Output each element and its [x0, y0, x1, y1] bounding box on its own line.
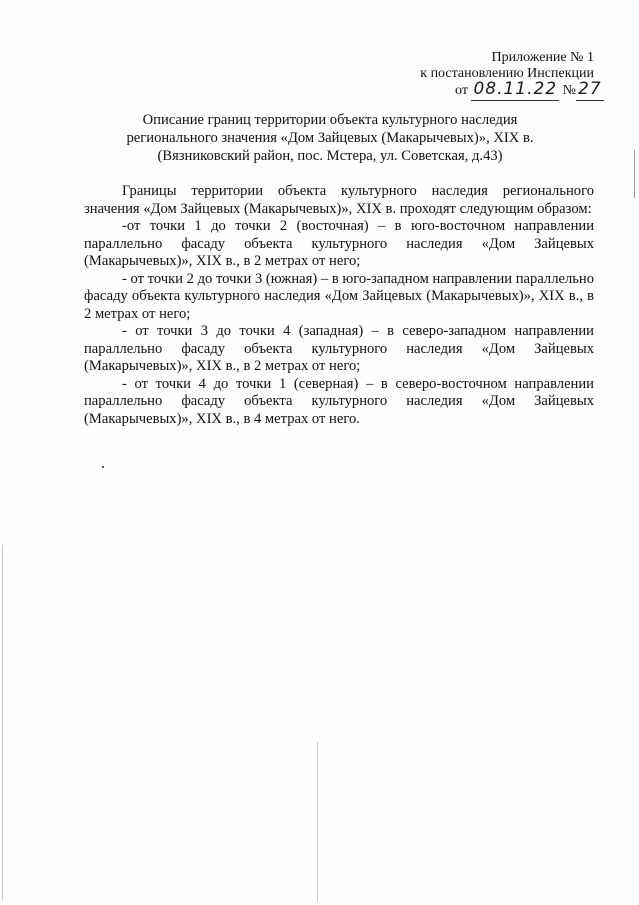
handwritten-date: 08.11.22 [473, 79, 558, 99]
document-body [84, 183, 594, 428]
segment-paragraph-1: -от точки 1 до точки 2 (восточная) – в юго-восточном направлении параллельно фасаду объекта культурного наследия «Дом Зайцевых (Макарычевых)», XIX в., в 2 метрах от него; [84, 218, 594, 269]
intro-paragraph: Границы территории объекта культурного наследия регионального значения «Дом Зайцевых (Макарычевых)», XIX в. проходят следующим образом: [84, 183, 594, 217]
scan-artifact-left-edge [2, 545, 3, 900]
date-field [471, 80, 559, 101]
handwritten-number: 27 [578, 79, 602, 99]
segment-paragraph-4: - от точки 4 до точки 1 (северная) – в северо-восточном направлении параллельно фасаду объекта культурного наследия «Дом Зайцевых (Макарычевых)», XIX в., в 4 метрах от него. [84, 375, 594, 427]
title-line-1: Описание границ территории объекта культурного наследия [142, 112, 518, 128]
appendix-title: Приложение № 1 [491, 50, 594, 65]
number-field [576, 80, 604, 101]
scan-artifact-dot [102, 466, 104, 468]
segment-paragraph-2: - от точки 2 до точки 3 (южная) – в юго-западном направлении параллельно фасаду объекта культурного наследия «Дом Зайцевых (Макарычевых)», XIX в., в 2 метрах от него; [84, 270, 595, 322]
scan-artifact-right-edge [634, 150, 635, 198]
title-line-3: (Вязниковский район, пос. Мстера, ул. Советская, д.43) [157, 148, 503, 164]
scan-artifact-center-line [317, 742, 318, 902]
title-line-2: регионального значения «Дом Зайцевых (Макарычевых)», XIX в. [126, 130, 534, 146]
appendix-reference: к постановлению Инспекции [420, 66, 594, 81]
segment-paragraph-3: - от точки 3 до точки 4 (западная) – в северо-западном направлении параллельно фасаду объекта культурного наследия «Дом Зайцевых (Макарычевых)», XIX в., в 2 метрах от него; [84, 323, 594, 374]
number-prefix: № [562, 83, 576, 98]
document-title [80, 111, 580, 165]
date-prefix: от [455, 83, 468, 98]
appendix-header [420, 50, 594, 82]
date-number-line [455, 80, 604, 101]
